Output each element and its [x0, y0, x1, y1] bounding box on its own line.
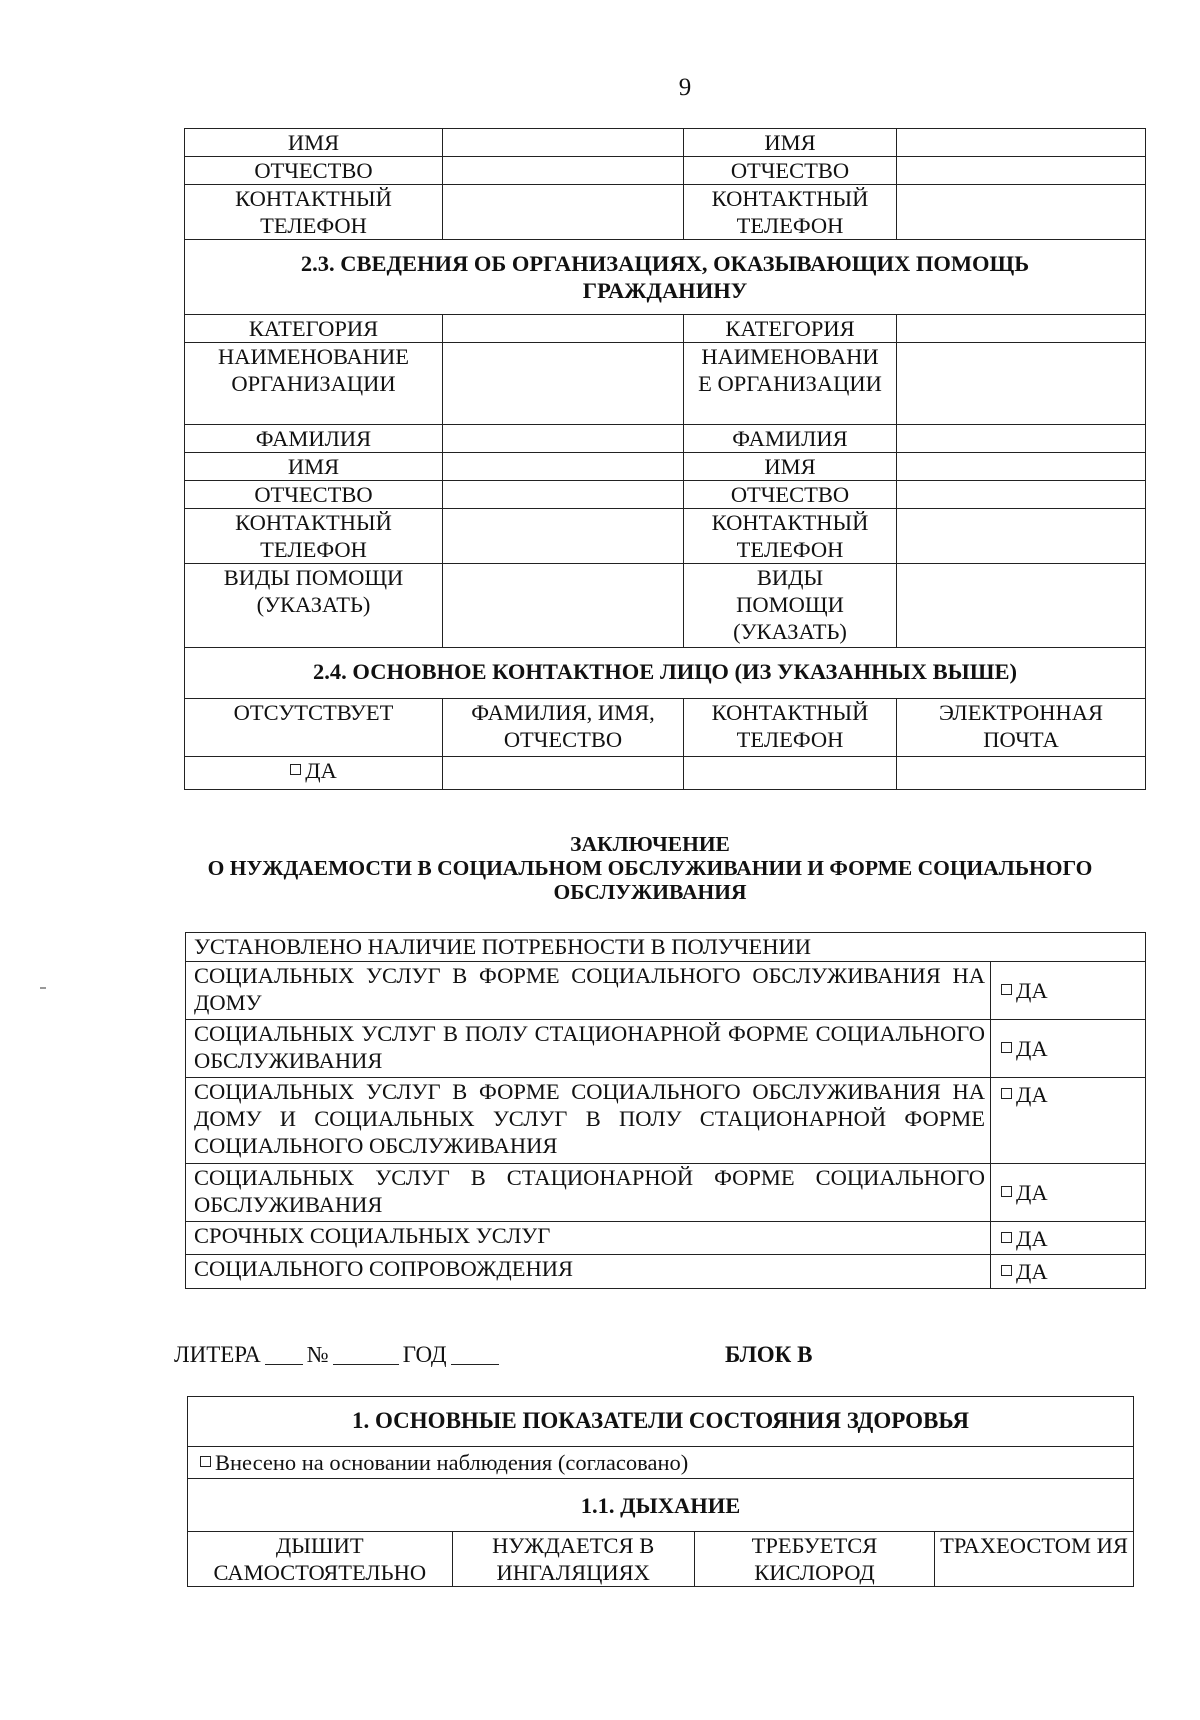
page-number: 9 [678, 74, 692, 101]
service-type: СОЦИАЛЬНЫХ УСЛУГ В ФОРМЕ СОЦИАЛЬНОГО ОБСЛУЖИВАНИЯ НА ДОМУ И СОЦИАЛЬНЫХ УСЛУГ В ПОЛУ СТАЦИОНАРНОЙ ФОРМЕ СОЦИАЛЬНОГО ОБСЛУЖИВАНИЯ [186, 1078, 991, 1164]
litera-line [174, 1342, 503, 1368]
number-label: № [306, 1342, 329, 1367]
input-cell[interactable] [897, 157, 1146, 185]
section-header-row [185, 648, 1146, 699]
block-label: БЛОК В [725, 1342, 813, 1367]
contacts-table [184, 128, 1146, 790]
table-row [186, 1164, 1146, 1222]
input-cell[interactable] [443, 129, 684, 157]
row-label: КАТЕГОРИЯ [684, 315, 897, 343]
table-row [185, 564, 1146, 648]
service-type: СОЦИАЛЬНОГО СОПРОВОЖДЕНИЯ [186, 1255, 991, 1289]
year-field[interactable] [451, 1343, 499, 1365]
input-cell[interactable] [443, 564, 684, 648]
column-header: ТРАХЕОСТОМ ИЯ [935, 1532, 1134, 1587]
table-row [185, 129, 1146, 157]
table-header-row [186, 933, 1146, 962]
column-header: ДЫШИТ САМОСТОЯТЕЛЬНО [188, 1532, 453, 1587]
row-label: КОНТАКТНЫЙ ТЕЛЕФОН [684, 185, 897, 240]
conclusion-title: ЗАКЛЮЧЕНИЕ [570, 832, 730, 856]
row-label: ФАМИЛИЯ [185, 425, 443, 453]
table-row [186, 962, 1146, 1020]
row-label: ВИДЫ ПОМОЩИ (УКАЗАТЬ) [185, 564, 443, 648]
table-header-row [188, 1532, 1134, 1587]
section-title [185, 240, 1146, 315]
table-row [188, 1447, 1134, 1479]
row-label: ИМЯ [684, 453, 897, 481]
input-cell[interactable] [684, 757, 897, 790]
conclusion-table [185, 932, 1146, 1289]
column-header: ФАМИЛИЯ, ИМЯ, ОТЧЕСТВО [443, 699, 684, 757]
row-label: ОТЧЕСТВО [185, 481, 443, 509]
input-cell[interactable] [897, 481, 1146, 509]
observation-note: Внесено на основании наблюдения (согласовано) [215, 1450, 689, 1475]
row-label: КАТЕГОРИЯ [185, 315, 443, 343]
checkbox-cell[interactable] [991, 1222, 1146, 1255]
checkbox-cell[interactable] [991, 1164, 1146, 1222]
input-cell[interactable] [443, 481, 684, 509]
option-label: ДА [1016, 1259, 1048, 1284]
row-label: ВИДЫ ПОМОЩИ (УКАЗАТЬ) [684, 564, 897, 648]
row-label: ОТЧЕСТВО [185, 157, 443, 185]
checkbox-cell[interactable] [991, 1255, 1146, 1289]
option-label: ДА [1016, 1036, 1048, 1061]
table-row [186, 1078, 1146, 1164]
table-header-row [185, 699, 1146, 757]
service-type: СОЦИАЛЬНЫХ УСЛУГ В ПОЛУ СТАЦИОНАРНОЙ ФОРМЕ СОЦИАЛЬНОГО ОБСЛУЖИВАНИЯ [186, 1020, 991, 1078]
checkbox-cell[interactable] [991, 1078, 1146, 1164]
input-cell[interactable] [443, 343, 684, 425]
row-label: ФАМИЛИЯ [684, 425, 897, 453]
table-row [185, 157, 1146, 185]
checkbox-icon[interactable] [1001, 984, 1012, 995]
column-header: ОТСУТСТВУЕТ [185, 699, 443, 757]
conclusion-subtitle-line2: ОБСЛУЖИВАНИЯ [553, 880, 747, 904]
section-title: 2.4. ОСНОВНОЕ КОНТАКТНОЕ ЛИЦО (ИЗ УКАЗАННЫХ ВЫШЕ) [185, 648, 1146, 699]
input-cell[interactable] [443, 509, 684, 564]
row-label: ИМЯ [185, 453, 443, 481]
table-row [185, 185, 1146, 240]
checkbox-icon[interactable] [1001, 1042, 1012, 1053]
scan-mark [40, 987, 46, 989]
service-type: СРОЧНЫХ СОЦИАЛЬНЫХ УСЛУГ [186, 1222, 991, 1255]
table-row [185, 509, 1146, 564]
row-label: КОНТАКТНЫЙ ТЕЛЕФОН [185, 185, 443, 240]
checkbox-cell[interactable] [991, 1020, 1146, 1078]
row-label: ИМЯ [185, 129, 443, 157]
table-row [185, 315, 1146, 343]
table-row [186, 1255, 1146, 1289]
option-label: ДА [1016, 1225, 1048, 1251]
input-cell[interactable] [443, 757, 684, 790]
input-cell[interactable] [897, 185, 1146, 240]
table-row [185, 453, 1146, 481]
conclusion-heading [150, 832, 1150, 904]
year-label: ГОД [402, 1342, 447, 1367]
number-field[interactable] [333, 1343, 399, 1365]
table-row [185, 757, 1146, 790]
health-table [187, 1396, 1134, 1532]
option-label: ДА [1016, 1180, 1048, 1205]
breathing-table [187, 1531, 1134, 1587]
table-row [185, 481, 1146, 509]
input-cell[interactable] [897, 564, 1146, 648]
input-cell[interactable] [897, 315, 1146, 343]
row-label: ИМЯ [684, 129, 897, 157]
service-type: СОЦИАЛЬНЫХ УСЛУГ В ФОРМЕ СОЦИАЛЬНОГО ОБСЛУЖИВАНИЯ НА ДОМУ [186, 962, 991, 1020]
input-cell[interactable] [443, 315, 684, 343]
input-cell[interactable] [443, 425, 684, 453]
breathing-title: 1.1. ДЫХАНИЕ [188, 1479, 1134, 1532]
checkbox-icon[interactable] [1001, 1232, 1012, 1243]
row-label: НАИМЕНОВАНИЕ ОРГАНИЗАЦИИ [185, 343, 443, 425]
checkbox-icon[interactable] [200, 1456, 211, 1467]
absent-checkbox-cell[interactable] [185, 757, 443, 790]
section-header-row [185, 240, 1146, 315]
row-label: КОНТАКТНЫЙ ТЕЛЕФОН [185, 509, 443, 564]
column-header: НУЖДАЕТСЯ В ИНГАЛЯЦИЯХ [452, 1532, 694, 1587]
section-title-line2: ГРАЖДАНИНУ [582, 278, 748, 303]
input-cell[interactable] [897, 129, 1146, 157]
option-label: ДА [1016, 1082, 1048, 1107]
health-title: 1. ОСНОВНЫЕ ПОКАЗАТЕЛИ СОСТОЯНИЯ ЗДОРОВЬЯ [188, 1397, 1134, 1447]
column-header: КОНТАКТНЫЙ ТЕЛЕФОН [684, 699, 897, 757]
table-row [185, 343, 1146, 425]
litera-label: ЛИТЕРА [174, 1342, 261, 1367]
checkbox-icon[interactable] [1001, 1265, 1012, 1276]
input-cell[interactable] [897, 757, 1146, 790]
litera-field[interactable] [265, 1343, 303, 1365]
row-label: НАИМЕНОВАНИ Е ОРГАНИЗАЦИИ [684, 343, 897, 425]
table-row [185, 425, 1146, 453]
row-label: КОНТАКТНЫЙ ТЕЛЕФОН [684, 509, 897, 564]
checkbox-icon[interactable] [1001, 1186, 1012, 1197]
section-header-row [188, 1397, 1134, 1447]
section-header-row [188, 1479, 1134, 1532]
input-cell[interactable] [897, 509, 1146, 564]
checkbox-icon[interactable] [1001, 1088, 1012, 1099]
service-type: СОЦИАЛЬНЫХ УСЛУГ В СТАЦИОНАРНОЙ ФОРМЕ СОЦИАЛЬНОГО ОБСЛУЖИВАНИЯ [186, 1164, 991, 1222]
conclusion-subtitle-line1: О НУЖДАЕМОСТИ В СОЦИАЛЬНОМ ОБСЛУЖИВАНИИ И ФОРМЕ СОЦИАЛЬНОГО [207, 856, 1093, 880]
observation-row[interactable] [188, 1447, 1134, 1479]
option-label: ДА [305, 758, 337, 783]
column-header: ЭЛЕКТРОННАЯ ПОЧТА [897, 699, 1146, 757]
table-row [186, 1222, 1146, 1255]
row-label: ОТЧЕСТВО [684, 481, 897, 509]
input-cell[interactable] [897, 343, 1146, 425]
table-row [186, 1020, 1146, 1078]
column-header: ТРЕБУЕТСЯ КИСЛОРОД [694, 1532, 934, 1587]
checkbox-icon[interactable] [290, 764, 301, 775]
section-title-line1: 2.3. СВЕДЕНИЯ ОБ ОРГАНИЗАЦИЯХ, ОКАЗЫВАЮЩИХ ПОМОЩЬ [300, 251, 1030, 276]
input-cell[interactable] [897, 425, 1146, 453]
input-cell[interactable] [443, 453, 684, 481]
input-cell[interactable] [897, 453, 1146, 481]
checkbox-cell[interactable] [991, 962, 1146, 1020]
option-label: ДА [1016, 978, 1048, 1003]
input-cell[interactable] [443, 157, 684, 185]
conclusion-header: УСТАНОВЛЕНО НАЛИЧИЕ ПОТРЕБНОСТИ В ПОЛУЧЕНИИ [186, 933, 1146, 962]
row-label: ОТЧЕСТВО [684, 157, 897, 185]
input-cell[interactable] [443, 185, 684, 240]
